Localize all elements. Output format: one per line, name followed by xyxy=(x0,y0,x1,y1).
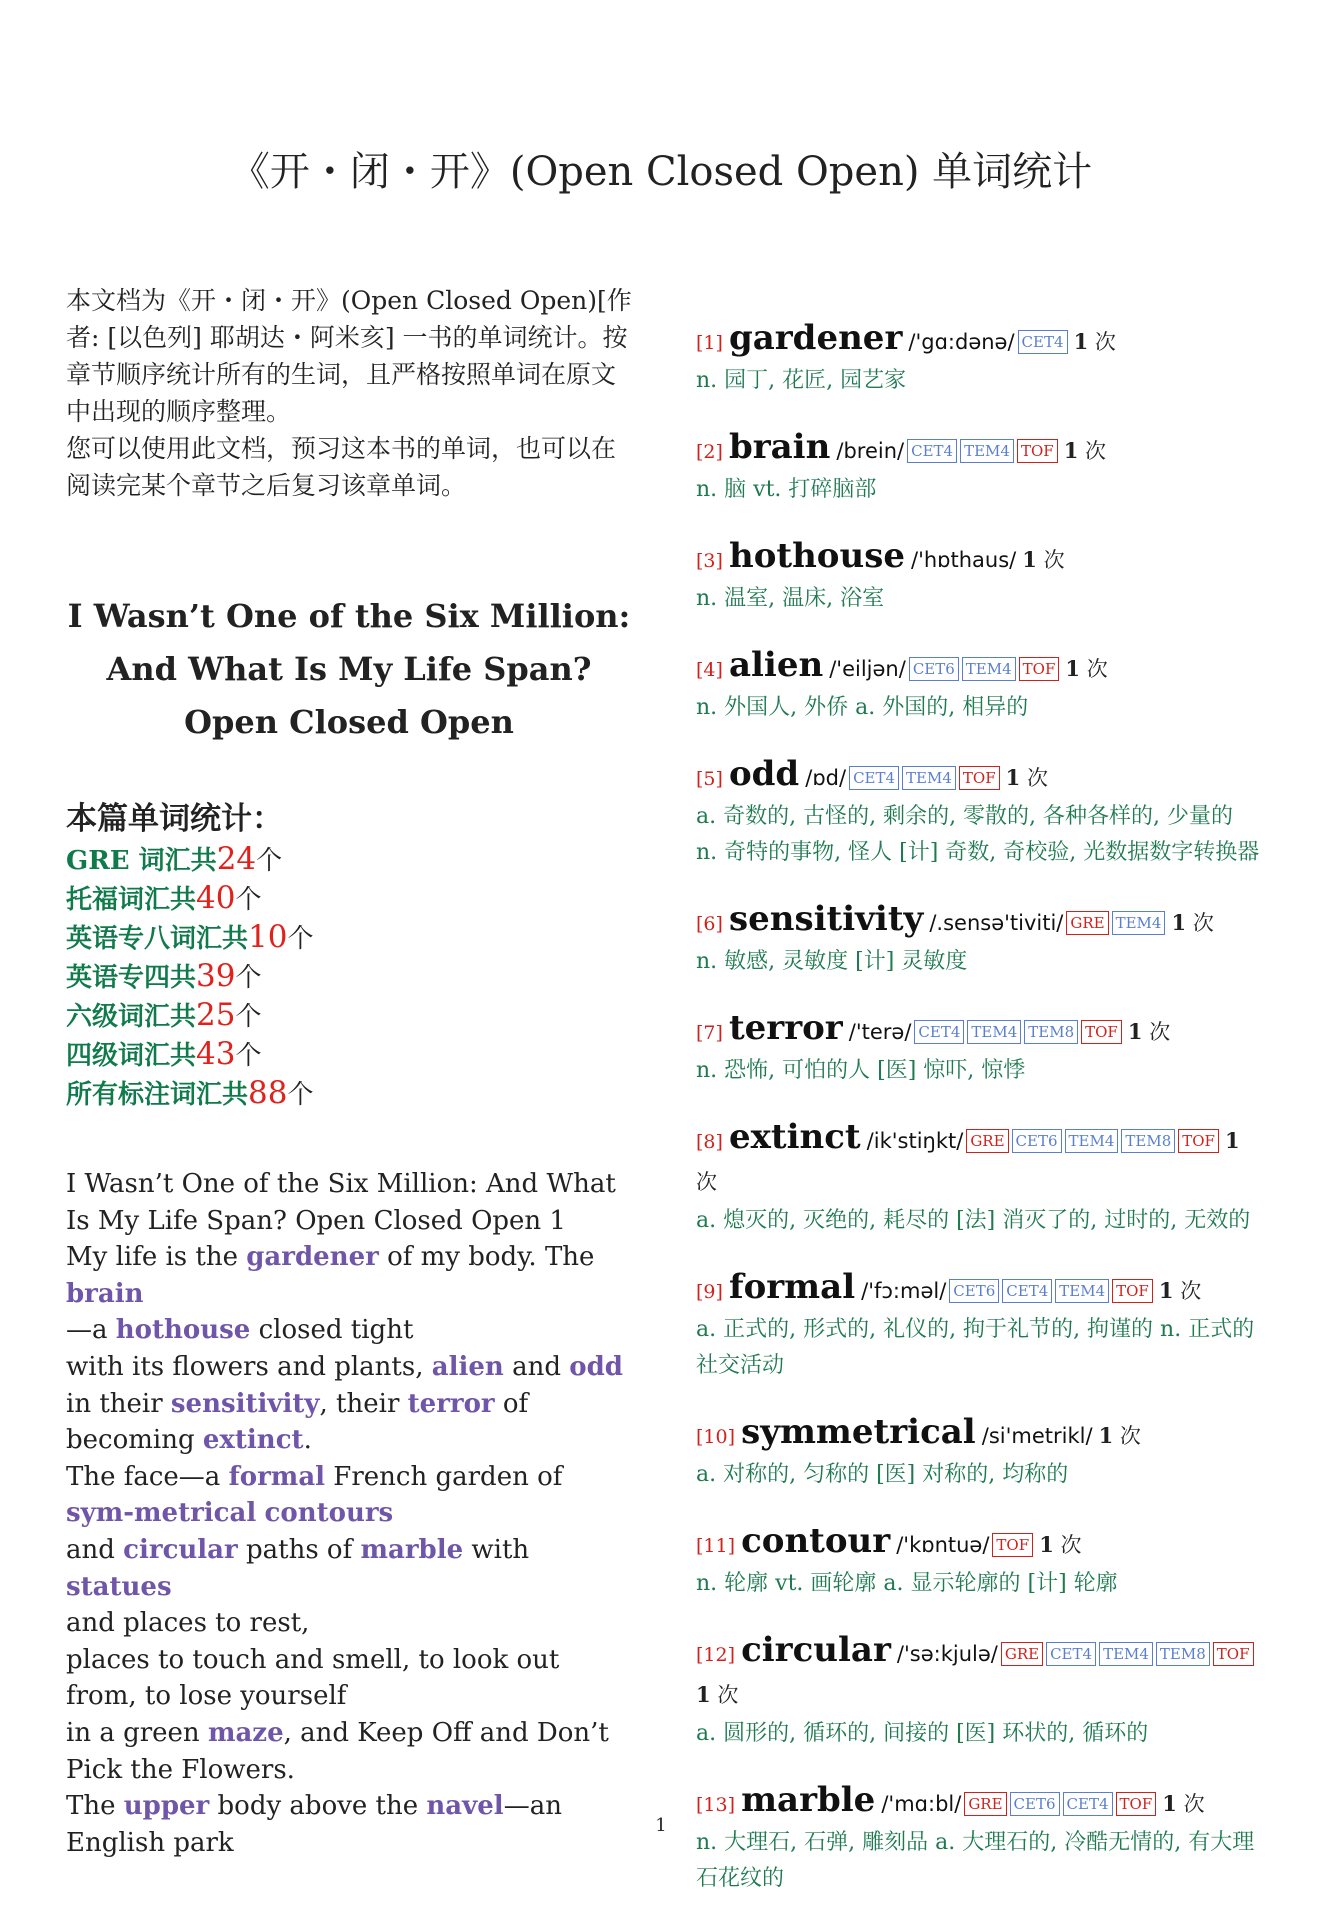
word-entry xyxy=(696,1412,1266,1493)
entry-head xyxy=(696,536,1266,581)
level-tag: TEM4 xyxy=(1112,911,1166,935)
entry-head xyxy=(696,1630,1266,1716)
keyword: sensitivity xyxy=(170,1388,320,1419)
level-tag: TOF xyxy=(1116,1792,1157,1816)
entry-pronunciation: /ɒd/ xyxy=(805,766,847,790)
entry-index: [10] xyxy=(696,1426,736,1448)
keyword: circular xyxy=(123,1534,238,1565)
word-entry xyxy=(696,899,1266,980)
entry-pronunciation: /ik'stiŋkt/ xyxy=(866,1129,964,1153)
level-tag: GRE xyxy=(964,1792,1006,1816)
occurrence-count: 1 次 xyxy=(1022,547,1065,572)
occurrence-count: 1 次 xyxy=(1039,1532,1082,1557)
level-tag: TEM4 xyxy=(902,766,956,790)
definition: n. 园丁, 花匠, 园艺家 xyxy=(696,368,907,393)
entry-word: hothouse xyxy=(728,536,905,576)
entry-index: [6] xyxy=(696,913,723,935)
definition: a. 圆形的, 循环的, 间接的 [医] 环状的, 循环的 xyxy=(696,1721,1149,1746)
entry-pronunciation: /'terə/ xyxy=(848,1020,912,1044)
definition: n. 恐怖, 可怕的人 [医] 惊吓, 惊悸 xyxy=(696,1058,1026,1083)
stat-tem8: 英语专八词汇共10个 xyxy=(66,919,314,955)
word-entry xyxy=(696,1267,1266,1384)
occurrence-count: 1 次 xyxy=(1065,656,1108,681)
entry-index: [11] xyxy=(696,1535,736,1557)
keyword: maze xyxy=(207,1717,284,1748)
definition: a. 熄灭的, 灭绝的, 耗尽的 [法] 消灭了的, 过时的, 无效的 xyxy=(696,1208,1251,1233)
stat-cet4: 四级词汇共43个 xyxy=(66,1036,262,1072)
definition: a. 对称的, 匀称的 [医] 对称的, 均称的 xyxy=(696,1462,1069,1487)
entry-pronunciation: /'mɑ:bl/ xyxy=(881,1792,962,1816)
level-tag: GRE xyxy=(1001,1642,1043,1666)
stats-block xyxy=(66,797,632,1114)
entry-head xyxy=(696,1412,1266,1457)
entry-head xyxy=(696,899,1266,944)
entry-word: marble xyxy=(741,1780,876,1820)
keyword: contours xyxy=(264,1498,394,1529)
level-tag: TEM4 xyxy=(1055,1279,1109,1303)
entry-index: [5] xyxy=(696,768,723,790)
level-tag: CET6 xyxy=(909,657,959,681)
excerpt-line: —a hothouse closed tight xyxy=(66,1315,414,1346)
entry-head xyxy=(696,754,1266,799)
word-entry xyxy=(696,645,1266,726)
level-tag: TOF xyxy=(1019,657,1060,681)
word-entry xyxy=(696,1780,1266,1897)
definitions xyxy=(696,1457,1266,1493)
word-entry xyxy=(696,536,1266,617)
definitions xyxy=(696,1053,1266,1089)
word-list xyxy=(696,318,1266,1925)
level-tag: CET4 xyxy=(1002,1279,1052,1303)
definitions xyxy=(696,1566,1266,1602)
level-tag: TEM8 xyxy=(1121,1129,1175,1153)
entry-word: alien xyxy=(728,645,824,685)
excerpt-line: My life is the gardener of my body. The brain xyxy=(66,1242,595,1309)
excerpt-line: in their sensitivity, their terror of becoming extinct. xyxy=(66,1388,529,1456)
chapter-title: I Wasn’t One of the Six Million: And What Is My Life Span? Open Closed Open xyxy=(67,597,631,741)
level-tag: TOF xyxy=(1112,1279,1153,1303)
level-tag: CET4 xyxy=(914,1020,964,1044)
entry-pronunciation: /brein/ xyxy=(836,439,905,463)
entry-index: [12] xyxy=(696,1644,736,1666)
level-tag: TOF xyxy=(1081,1020,1122,1044)
entry-word: formal xyxy=(728,1267,856,1307)
level-tag: CET4 xyxy=(1046,1642,1096,1666)
definitions xyxy=(696,944,1266,980)
keyword: marble xyxy=(360,1534,464,1565)
word-entry xyxy=(696,1521,1266,1602)
level-tag: CET6 xyxy=(1012,1129,1062,1153)
occurrence-count: 1 次 xyxy=(1171,910,1214,935)
definitions xyxy=(696,1312,1266,1384)
level-tag: TEM4 xyxy=(960,439,1014,463)
level-tag: CET4 xyxy=(907,439,957,463)
definition: n. 敏感, 灵敏度 [计] 灵敏度 xyxy=(696,949,968,974)
definition: n. 大理石, 石弹, 雕刻品 a. 大理石的, 冷酷无情的, 有大理石花纹的 xyxy=(696,1830,1255,1891)
definitions xyxy=(696,363,1266,399)
occurrence-count: 1 次 xyxy=(1127,1019,1171,1044)
level-tag: TOF xyxy=(1017,439,1058,463)
entry-word: circular xyxy=(741,1630,891,1670)
occurrence-count: 1 次 xyxy=(1098,1423,1141,1448)
entry-word: sensitivity xyxy=(728,899,924,939)
text-excerpt xyxy=(66,1166,632,1861)
level-tag: TOF xyxy=(1213,1642,1254,1666)
level-tag: TOF xyxy=(959,766,1000,790)
entry-head xyxy=(696,1521,1266,1566)
stat-gre: GRE 词汇共24个 xyxy=(66,841,283,877)
level-tag: TEM4 xyxy=(1099,1642,1153,1666)
entry-index: [7] xyxy=(696,1022,723,1044)
stat-tem4: 英语专四共39个 xyxy=(66,958,262,994)
level-tag: TOF xyxy=(992,1533,1033,1557)
excerpt-line: places to touch and smell, to look out from, to lose yourself xyxy=(66,1644,560,1712)
entry-word: gardener xyxy=(728,318,903,358)
stat-all: 所有标注词汇共88个 xyxy=(66,1075,314,1111)
definition: n. 外国人, 外侨 a. 外国的, 相异的 xyxy=(696,695,1029,720)
entry-index: [8] xyxy=(696,1131,723,1153)
occurrence-count: 1 次 xyxy=(696,1682,739,1707)
stats-heading: 本篇单词统计： xyxy=(66,801,283,837)
definition: n. 奇特的事物, 怪人 [计] 奇数, 奇校验, 光数据数字转换器 xyxy=(696,840,1260,865)
keyword: formal xyxy=(228,1461,326,1492)
keyword: upper xyxy=(123,1791,210,1822)
keyword: alien xyxy=(431,1351,504,1382)
page-number: 1 xyxy=(655,1815,667,1836)
keyword: terror xyxy=(407,1388,495,1419)
entry-pronunciation: /'gɑ:dənə/ xyxy=(908,330,1015,354)
definition: a. 奇数的, 古怪的, 剩余的, 零散的, 各种各样的, 少量的 xyxy=(696,804,1234,829)
entry-pronunciation: /'kɒntuə/ xyxy=(896,1533,990,1557)
level-tag: CET4 xyxy=(1018,330,1068,354)
page-title: 《开・闭・开》(Open Closed Open) 单词统计 xyxy=(229,149,1093,195)
excerpt-line: with its flowers and plants, alien and odd xyxy=(66,1351,623,1382)
entry-pronunciation: /'fɔ:məl/ xyxy=(861,1279,947,1303)
entry-index: [2] xyxy=(696,441,723,463)
entry-head xyxy=(696,318,1266,363)
definition: a. 正式的, 形式的, 礼仪的, 拘于礼节的, 拘谨的 n. 正式的社交活动 xyxy=(696,1317,1255,1378)
level-tag: TEM4 xyxy=(962,657,1016,681)
definitions xyxy=(696,799,1266,871)
excerpt-line: in a green maze, and Keep Off and Don’t Pick the Flowers. xyxy=(66,1717,609,1785)
entry-head xyxy=(696,1008,1266,1053)
entry-index: [4] xyxy=(696,659,723,681)
excerpt-line: and places to rest, xyxy=(66,1608,310,1639)
occurrence-count: 1 次 xyxy=(1063,438,1107,463)
intro-line: 本文档为《开・闭・开》(Open Closed Open)[作者: [以色列] 耶胡达・阿米亥] 一书的单词统计。按章节顺序统计所有的生词，且严格按照单词在原文中出现的顺序整理。 xyxy=(66,286,632,426)
stat-cet6: 六级词汇共25个 xyxy=(66,997,262,1033)
definition: n. 温室, 温床, 浴室 xyxy=(696,586,885,611)
level-tag: TEM8 xyxy=(1024,1020,1078,1044)
level-tag: GRE xyxy=(966,1129,1008,1153)
level-tag: CET6 xyxy=(949,1279,999,1303)
entry-word: extinct xyxy=(728,1117,861,1157)
keyword: brain xyxy=(66,1278,144,1309)
level-tag: CET6 xyxy=(1010,1792,1060,1816)
entry-word: brain xyxy=(728,427,831,467)
entry-head xyxy=(696,1267,1266,1312)
entry-word: terror xyxy=(728,1008,843,1048)
definitions xyxy=(696,690,1266,726)
level-tag: CET4 xyxy=(849,766,899,790)
entry-index: [13] xyxy=(696,1794,736,1816)
excerpt-line: I Wasn’t One of the Six Million: And What Is My Life Span? Open Closed Open 1 xyxy=(66,1169,616,1236)
entry-head xyxy=(696,645,1266,690)
entry-index: [1] xyxy=(696,332,723,354)
entry-pronunciation: /'hɒthaus/ xyxy=(911,548,1017,572)
level-tag: TEM4 xyxy=(1065,1129,1119,1153)
keyword: sym-metrical xyxy=(66,1498,257,1529)
level-tag: CET4 xyxy=(1063,1792,1113,1816)
keyword: gardener xyxy=(246,1242,379,1273)
definition: n. 轮廓 vt. 画轮廓 a. 显示轮廓的 [计] 轮廓 xyxy=(696,1571,1118,1596)
level-tag: TEM8 xyxy=(1156,1642,1210,1666)
entry-pronunciation: /'sə:kjulə/ xyxy=(896,1642,998,1666)
entry-head xyxy=(696,427,1266,472)
entry-index: [9] xyxy=(696,1281,723,1303)
occurrence-count: 1 次 xyxy=(1005,765,1048,790)
excerpt-line: and circular paths of marble with statues xyxy=(66,1534,530,1602)
occurrence-count: 1 次 xyxy=(1073,329,1116,354)
word-entry xyxy=(696,318,1266,399)
word-entry xyxy=(696,1008,1266,1089)
word-entry xyxy=(696,1630,1266,1752)
definitions xyxy=(696,472,1266,508)
entry-pronunciation: /'eiljən/ xyxy=(829,657,906,681)
keyword: odd xyxy=(569,1351,623,1382)
word-entry xyxy=(696,427,1266,508)
definitions xyxy=(696,1203,1266,1239)
entry-index: [3] xyxy=(696,550,723,572)
definition: n. 脑 vt. 打碎脑部 xyxy=(696,477,877,502)
excerpt-line: The upper body above the navel—an English park xyxy=(66,1791,562,1858)
word-entry xyxy=(696,754,1266,871)
entry-pronunciation: /si'metrikl/ xyxy=(981,1424,1093,1448)
definitions xyxy=(696,581,1266,617)
level-tag: GRE xyxy=(1066,911,1108,935)
left-column xyxy=(66,282,632,1861)
entry-head xyxy=(696,1117,1266,1203)
occurrence-count: 1 次 xyxy=(696,1128,1240,1194)
entry-pronunciation: /.sensə'tiviti/ xyxy=(929,911,1064,935)
keyword: statues xyxy=(66,1571,172,1602)
keyword: extinct xyxy=(202,1425,304,1456)
level-tag: TOF xyxy=(1178,1129,1219,1153)
entry-word: odd xyxy=(728,754,800,794)
word-entry xyxy=(696,1117,1266,1239)
keyword: navel xyxy=(426,1791,504,1822)
entry-word: contour xyxy=(741,1521,891,1561)
excerpt-line: The face—a formal French garden of sym-metrical contours xyxy=(66,1461,563,1529)
stat-toefl: 托福词汇共40个 xyxy=(66,880,262,916)
intro-paragraph xyxy=(66,282,632,504)
occurrence-count: 1 次 xyxy=(1162,1791,1205,1816)
occurrence-count: 1 次 xyxy=(1158,1278,1202,1303)
intro-line: 您可以使用此文档，预习这本书的单词，也可以在阅读完某个章节之后复习该章单词。 xyxy=(66,434,617,500)
definitions xyxy=(696,1716,1266,1752)
keyword: hothouse xyxy=(115,1315,251,1346)
entry-word: symmetrical xyxy=(741,1412,976,1452)
level-tag: TEM4 xyxy=(967,1020,1021,1044)
